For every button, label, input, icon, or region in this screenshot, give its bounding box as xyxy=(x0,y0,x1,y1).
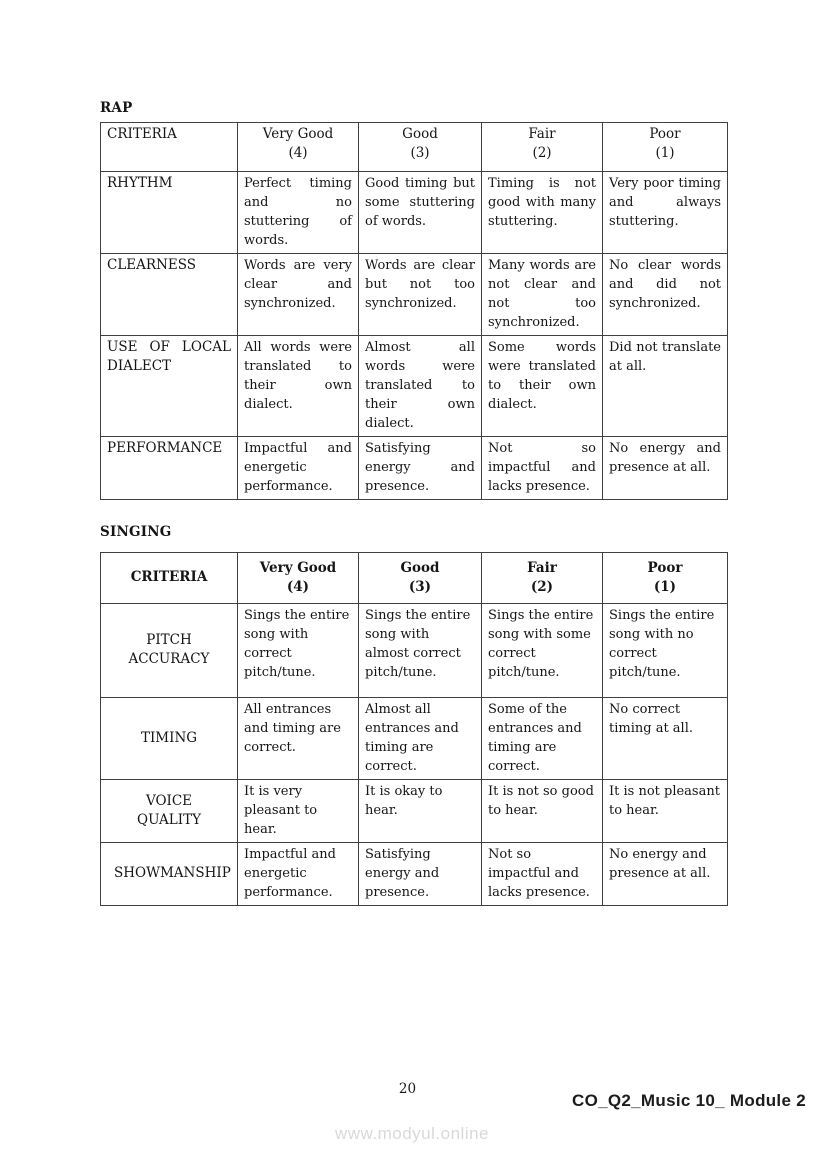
column-header-sub: (2) xyxy=(532,145,552,161)
rubric-cell: No clear words and did not synchronized. xyxy=(603,254,728,336)
column-header-label: Fair xyxy=(528,126,556,142)
column-header-poor xyxy=(603,553,728,604)
column-header-criteria xyxy=(101,553,238,604)
criteria-label: VOICE QUALITY xyxy=(137,792,201,828)
criteria-label: TIMING xyxy=(140,729,198,746)
table-row-rhythm xyxy=(101,172,728,254)
rubric-cell: Many words are not clear and not too synchronized. xyxy=(482,254,603,336)
rubric-cell: No energy and presence at all. xyxy=(603,843,728,906)
criteria-cell xyxy=(101,780,238,843)
rubric-cell: Almost all words were translated to their own dialect. xyxy=(359,336,482,437)
column-header-label: Good xyxy=(402,126,438,142)
table-row-timing xyxy=(101,698,728,780)
column-header-sub: (4) xyxy=(286,578,310,595)
rubric-cell: No correct timing at all. xyxy=(603,698,728,780)
rubric-cell: Not so impactful and lacks presence. xyxy=(482,843,603,906)
rubric-cell: Words are clear but not too synchronized. xyxy=(359,254,482,336)
rubric-cell: It is not pleasant to hear. xyxy=(603,780,728,843)
table-row-pitch-accuracy xyxy=(101,604,728,698)
rap-rubric-table xyxy=(100,122,728,500)
rubric-cell: Did not translate at all. xyxy=(603,336,728,437)
page-content xyxy=(100,100,727,906)
column-header-sub: (1) xyxy=(655,145,675,161)
rap-section-title: RAP xyxy=(100,100,133,116)
table-row-voice-quality xyxy=(101,780,728,843)
column-header-label: Poor xyxy=(649,126,681,142)
rubric-cell: Sings the entire song with no correct pitch/tune. xyxy=(603,604,728,698)
column-header-criteria xyxy=(101,123,238,172)
rubric-cell: Satisfying energy and presence. xyxy=(359,843,482,906)
singing-rubric-table xyxy=(100,552,728,906)
column-header-label: Fair xyxy=(527,559,557,576)
rubric-cell: Sings the entire song with correct pitch/tune. xyxy=(238,604,359,698)
column-header-label: CRITERIA xyxy=(107,126,177,142)
column-header-very-good xyxy=(238,553,359,604)
criteria-cell: PERFORMANCE xyxy=(101,437,238,500)
column-header-sub: (1) xyxy=(653,578,677,595)
table-row-performance xyxy=(101,437,728,500)
rap-header-row xyxy=(101,123,728,172)
table-row-showmanship xyxy=(101,843,728,906)
rubric-cell: Perfect timing and no stuttering of words. xyxy=(238,172,359,254)
page-number: 20 xyxy=(398,1081,417,1097)
rubric-cell: Some words were translated to their own dialect. xyxy=(482,336,603,437)
criteria-cell xyxy=(101,698,238,780)
rubric-cell: It is okay to hear. xyxy=(359,780,482,843)
rubric-cell: Satisfying energy and presence. xyxy=(359,437,482,500)
singing-section-title: SINGING xyxy=(100,524,172,540)
rubric-cell: Good timing but some stuttering of words. xyxy=(359,172,482,254)
rubric-cell: Some of the entrances and timing are correct. xyxy=(482,698,603,780)
column-header-sub: (3) xyxy=(410,145,430,161)
column-header-label: CRITERIA xyxy=(130,569,208,585)
rubric-cell: No energy and presence at all. xyxy=(603,437,728,500)
criteria-cell: CLEARNESS xyxy=(101,254,238,336)
column-header-label: Poor xyxy=(647,559,683,576)
criteria-label: SHOWMANSHIP xyxy=(114,865,231,881)
column-header-label: Good xyxy=(400,559,440,576)
criteria-cell xyxy=(101,843,238,906)
column-header-poor xyxy=(603,123,728,172)
criteria-cell xyxy=(101,604,238,698)
column-header-sub: (3) xyxy=(408,578,432,595)
rubric-cell: Impactful and energetic performance. xyxy=(238,437,359,500)
column-header-very-good xyxy=(238,123,359,172)
rubric-cell: Words are very clear and synchronized. xyxy=(238,254,359,336)
rubric-cell: Sings the entire song with some correct pitch/tune. xyxy=(482,604,603,698)
table-row-clearness xyxy=(101,254,728,336)
rubric-cell: Very poor timing and always stuttering. xyxy=(603,172,728,254)
criteria-label: PITCH ACCURACY xyxy=(128,632,210,667)
rubric-cell: Almost all entrances and timing are correct. xyxy=(359,698,482,780)
criteria-cell: USE OF LOCAL DIALECT xyxy=(101,336,238,437)
column-header-fair xyxy=(482,123,603,172)
rubric-cell: Timing is not good with many stuttering. xyxy=(482,172,603,254)
rubric-cell: All words were translated to their own dialect. xyxy=(238,336,359,437)
column-header-sub: (2) xyxy=(530,578,554,595)
rubric-cell: Not so impactful and lacks presence. xyxy=(482,437,603,500)
column-header-fair xyxy=(482,553,603,604)
rubric-cell: Sings the entire song with almost correct pitch/tune. xyxy=(359,604,482,698)
column-header-good xyxy=(359,123,482,172)
table-row-use-of-local-dialect xyxy=(101,336,728,437)
column-header-label: Very Good xyxy=(259,559,337,576)
rubric-cell: It is not so good to hear. xyxy=(482,780,603,843)
column-header-good xyxy=(359,553,482,604)
column-header-label: Very Good xyxy=(262,126,334,142)
rubric-cell: It is very pleasant to hear. xyxy=(238,780,359,843)
singing-header-row xyxy=(101,553,728,604)
module-footer-label: CO_Q2_Music 10_ Module 2 xyxy=(572,1091,806,1110)
rubric-cell: Impactful and energetic performance. xyxy=(238,843,359,906)
watermark-text: www.modyul.online xyxy=(335,1124,490,1143)
column-header-sub: (4) xyxy=(288,145,308,161)
criteria-cell: RHYTHM xyxy=(101,172,238,254)
rubric-cell: All entrances and timing are correct. xyxy=(238,698,359,780)
